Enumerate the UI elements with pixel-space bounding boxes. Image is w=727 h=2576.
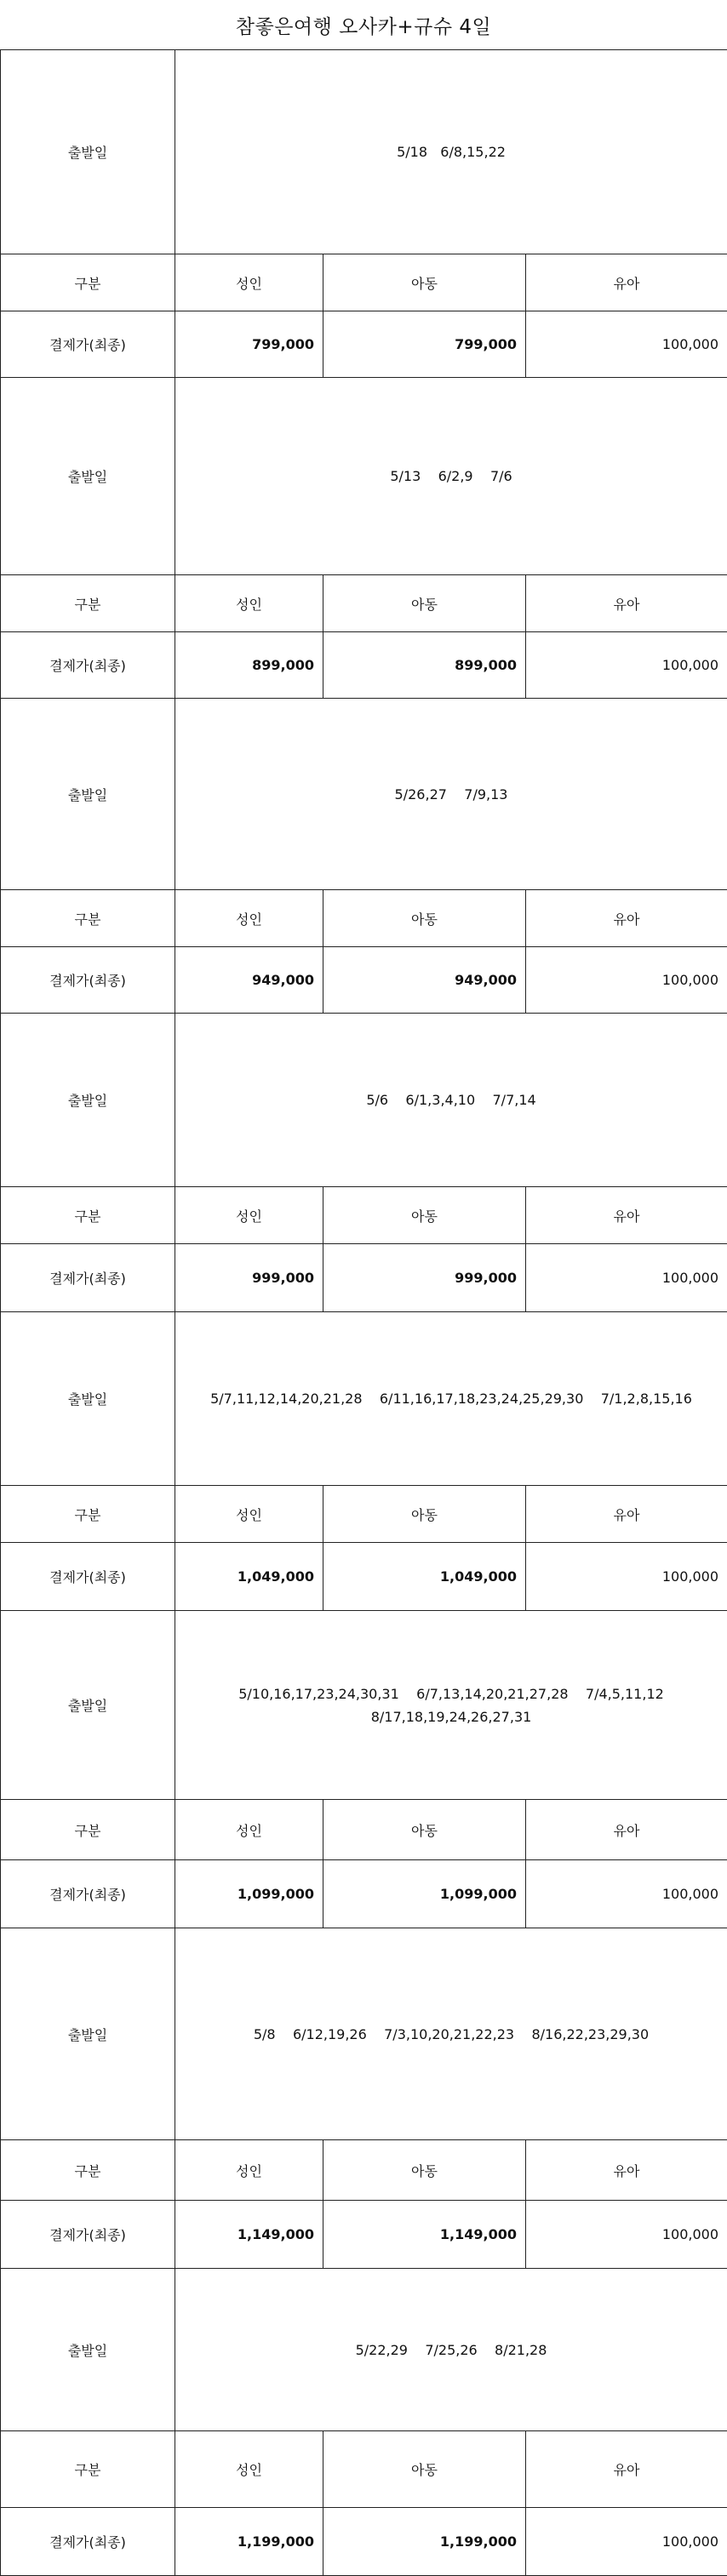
- child-header: 아동: [323, 575, 526, 632]
- departure-dates-line: 5/22,29 7/25,26 8/21,28: [196, 2339, 707, 2362]
- category-label: 구분: [1, 254, 175, 311]
- departure-row: [1, 1928, 727, 2140]
- departure-dates-line: 5/13 6/2,9 7/6: [196, 465, 707, 488]
- infant-header: 유아: [526, 575, 727, 632]
- category-header-row: [1, 575, 727, 632]
- adult-header: 성인: [175, 1486, 323, 1543]
- adult-price: 1,049,000: [175, 1543, 323, 1611]
- adult-header: 성인: [175, 575, 323, 632]
- category-label: 구분: [1, 575, 175, 632]
- departure-row: [1, 2269, 727, 2431]
- category-header-row: [1, 2140, 727, 2201]
- departure-dates: [175, 50, 727, 254]
- infant-price: 100,000: [526, 632, 727, 699]
- price-row: [1, 2201, 727, 2269]
- departure-dates: [175, 1312, 727, 1486]
- child-price: 1,049,000: [323, 1543, 526, 1611]
- child-price: 1,149,000: [323, 2201, 526, 2269]
- final-price-label: 결제가(최종): [1, 311, 175, 378]
- departure-label: 출발일: [1, 699, 175, 890]
- infant-price: 100,000: [526, 1860, 727, 1928]
- category-label: 구분: [1, 890, 175, 947]
- infant-header: 유아: [526, 1187, 727, 1244]
- departure-dates: [175, 1611, 727, 1800]
- page-title: 참좋은여행 오사카+규슈 4일: [0, 0, 727, 49]
- infant-header: 유아: [526, 1800, 727, 1860]
- category-header-row: [1, 1486, 727, 1543]
- final-price-label: 결제가(최종): [1, 1244, 175, 1312]
- departure-dates: [175, 1014, 727, 1187]
- final-price-label: 결제가(최종): [1, 1860, 175, 1928]
- category-header-row: [1, 254, 727, 311]
- infant-price: 100,000: [526, 2201, 727, 2269]
- child-header: 아동: [323, 1187, 526, 1244]
- departure-row: [1, 1312, 727, 1486]
- departure-row: [1, 50, 727, 254]
- category-header-row: [1, 1187, 727, 1244]
- departure-label: 출발일: [1, 2269, 175, 2431]
- final-price-label: 결제가(최종): [1, 2508, 175, 2576]
- adult-header: 성인: [175, 2431, 323, 2508]
- price-row: [1, 1244, 727, 1312]
- price-row: [1, 1860, 727, 1928]
- price-table: [0, 49, 727, 2576]
- departure-row: [1, 1014, 727, 1187]
- child-header: 아동: [323, 2431, 526, 2508]
- price-row: [1, 1543, 727, 1611]
- category-header-row: [1, 1800, 727, 1860]
- departure-dates: [175, 699, 727, 890]
- infant-header: 유아: [526, 2140, 727, 2201]
- category-header-row: [1, 890, 727, 947]
- category-label: 구분: [1, 1800, 175, 1860]
- departure-dates: [175, 378, 727, 575]
- departure-dates-line: 5/8 6/12,19,26 7/3,10,20,21,22,23 8/16,22,23,29,30: [196, 2023, 707, 2046]
- departure-row: [1, 699, 727, 890]
- infant-price: 100,000: [526, 1244, 727, 1312]
- child-header: 아동: [323, 1800, 526, 1860]
- price-row: [1, 632, 727, 699]
- departure-label: 출발일: [1, 1928, 175, 2140]
- adult-price: 999,000: [175, 1244, 323, 1312]
- category-label: 구분: [1, 2140, 175, 2201]
- adult-header: 성인: [175, 1800, 323, 1860]
- departure-row: [1, 1611, 727, 1800]
- adult-price: 899,000: [175, 632, 323, 699]
- departure-label: 출발일: [1, 1611, 175, 1800]
- adult-price: 799,000: [175, 311, 323, 378]
- child-price: 1,199,000: [323, 2508, 526, 2576]
- category-label: 구분: [1, 1486, 175, 1543]
- departure-dates-line: 8/17,18,19,24,26,27,31: [196, 1705, 707, 1728]
- infant-header: 유아: [526, 254, 727, 311]
- child-price: 999,000: [323, 1244, 526, 1312]
- adult-price: 1,199,000: [175, 2508, 323, 2576]
- infant-price: 100,000: [526, 2508, 727, 2576]
- price-row: [1, 947, 727, 1014]
- adult-header: 성인: [175, 254, 323, 311]
- departure-dates-line: 5/10,16,17,23,24,30,31 6/7,13,14,20,21,27,28 7/4,5,11,12: [196, 1682, 707, 1705]
- category-header-row: [1, 2431, 727, 2508]
- departure-label: 출발일: [1, 378, 175, 575]
- child-header: 아동: [323, 2140, 526, 2201]
- child-price: 1,099,000: [323, 1860, 526, 1928]
- departure-dates-line: 5/18 6/8,15,22: [196, 140, 707, 163]
- child-price: 949,000: [323, 947, 526, 1014]
- departure-dates-line: 5/6 6/1,3,4,10 7/7,14: [196, 1088, 707, 1111]
- departure-label: 출발일: [1, 1014, 175, 1187]
- infant-price: 100,000: [526, 947, 727, 1014]
- departure-dates-line: 5/26,27 7/9,13: [196, 783, 707, 806]
- adult-header: 성인: [175, 1187, 323, 1244]
- departure-label: 출발일: [1, 1312, 175, 1486]
- child-price: 899,000: [323, 632, 526, 699]
- final-price-label: 결제가(최종): [1, 2201, 175, 2269]
- departure-dates-line: 5/7,11,12,14,20,21,28 6/11,16,17,18,23,24,25,29,30 7/1,2,8,15,16: [196, 1387, 707, 1410]
- child-header: 아동: [323, 890, 526, 947]
- child-header: 아동: [323, 1486, 526, 1543]
- adult-price: 949,000: [175, 947, 323, 1014]
- departure-dates: [175, 1928, 727, 2140]
- child-price: 799,000: [323, 311, 526, 378]
- departure-label: 출발일: [1, 50, 175, 254]
- category-label: 구분: [1, 1187, 175, 1244]
- infant-price: 100,000: [526, 311, 727, 378]
- departure-row: [1, 378, 727, 575]
- adult-price: 1,149,000: [175, 2201, 323, 2269]
- price-row: [1, 2508, 727, 2576]
- adult-header: 성인: [175, 2140, 323, 2201]
- child-header: 아동: [323, 254, 526, 311]
- final-price-label: 결제가(최종): [1, 1543, 175, 1611]
- departure-dates: [175, 2269, 727, 2431]
- infant-header: 유아: [526, 1486, 727, 1543]
- final-price-label: 결제가(최종): [1, 632, 175, 699]
- infant-header: 유아: [526, 2431, 727, 2508]
- adult-header: 성인: [175, 890, 323, 947]
- infant-header: 유아: [526, 890, 727, 947]
- final-price-label: 결제가(최종): [1, 947, 175, 1014]
- adult-price: 1,099,000: [175, 1860, 323, 1928]
- category-label: 구분: [1, 2431, 175, 2508]
- infant-price: 100,000: [526, 1543, 727, 1611]
- price-row: [1, 311, 727, 378]
